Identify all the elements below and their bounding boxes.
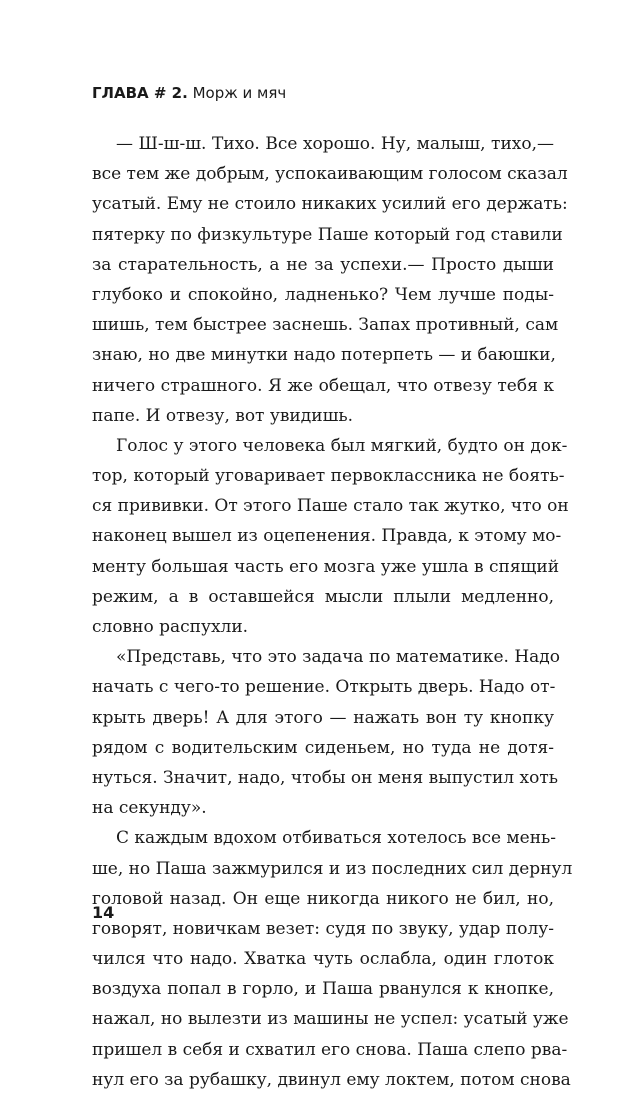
text-line: ся прививки. От этого Паше стало так жутко, что он: [92, 496, 569, 517]
paragraph: [92, 642, 561, 823]
paragraph: [92, 823, 573, 1095]
chapter-number: ГЛАВА # 2.: [92, 84, 188, 102]
page-number: 14: [92, 903, 115, 922]
text-line: папе. И отвезу, вот увидишь.: [92, 405, 354, 426]
text-line: С каждым вдохом отбиваться хотелось все мень-: [116, 828, 557, 849]
text-line: знаю, но две минутки надо потерпеть — и баюшки,: [92, 345, 556, 366]
text-line: воздуха попал в горло, и Паша рванулся к кнопке,: [92, 979, 554, 1000]
text-line: все тем же добрым, успокаивающим голосом сказал: [92, 164, 568, 185]
text-line: тор, который уговаривает первоклассника не боять-: [92, 466, 565, 487]
text-line: рядом с водительским сиденьем, но туда не дотя-: [92, 737, 554, 758]
text-line: нул его за рубашку, двинул ему локтем, потом снова: [92, 1069, 571, 1090]
text-line: шишь, тем быстрее заснешь. Запах противный, сам: [92, 315, 559, 336]
text-line: говорят, новичкам везет: судя по звуку, удар полу-: [92, 918, 554, 939]
text-line: словно распухли.: [92, 617, 249, 637]
text-line: на секунду».: [92, 798, 207, 819]
text-line: начать с чего-то решение. Открыть дверь. Надо от-: [92, 677, 556, 698]
text-line: пришел в себя и схватил его снова. Паша слепо рва-: [92, 1039, 568, 1060]
text-line: пятерку по физкультуре Паше который год ставили: [92, 224, 563, 245]
chapter-title: Морж и мяч: [192, 84, 287, 102]
paragraph: [92, 129, 568, 431]
text-line: усатый. Ему не стоило никаких усилий его держать:: [92, 194, 568, 215]
text-line: головой назад. Он еще никогда никого не бил, но,: [92, 888, 554, 909]
text-line: глубоко и спокойно, ладненько? Чем лучше поды-: [92, 284, 554, 305]
text-line: крыть дверь! А для этого — нажать вон ту кнопку: [92, 707, 554, 728]
running-head: [92, 83, 286, 103]
text-line: наконец вышел из оцепенения. Правда, к этому мо-: [92, 526, 562, 547]
text-line: — Ш-ш-ш. Тихо. Все хорошо. Ну, малыш, тихо,—: [116, 134, 554, 154]
text-line: ничего страшного. Я же обещал, что отвезу тебя к: [92, 375, 554, 396]
text-line: за старательность, а не за успехи.— Просто дыши: [92, 254, 554, 275]
text-line: «Представь, что это задача по математике. Надо: [116, 647, 561, 668]
text-line: чился что надо. Хватка чуть ослабла, один глоток: [92, 949, 554, 970]
paragraph: [92, 431, 569, 642]
text-line: Голос у этого человека был мягкий, будто он док-: [116, 435, 568, 456]
text-line: нажал, но вылезти из машины не успел: усатый уже: [92, 1009, 569, 1030]
text-line: режим, а в оставшейся мысли плыли медленно,: [92, 586, 554, 607]
text-line: ше, но Паша зажмурился и из последних сил дернул: [92, 858, 573, 879]
text-line: менту большая часть его мозга уже ушла в спящий: [92, 556, 560, 577]
text-line: нуться. Значит, надо, чтобы он меня выпустил хоть: [92, 767, 558, 788]
body-text: [92, 129, 573, 1095]
